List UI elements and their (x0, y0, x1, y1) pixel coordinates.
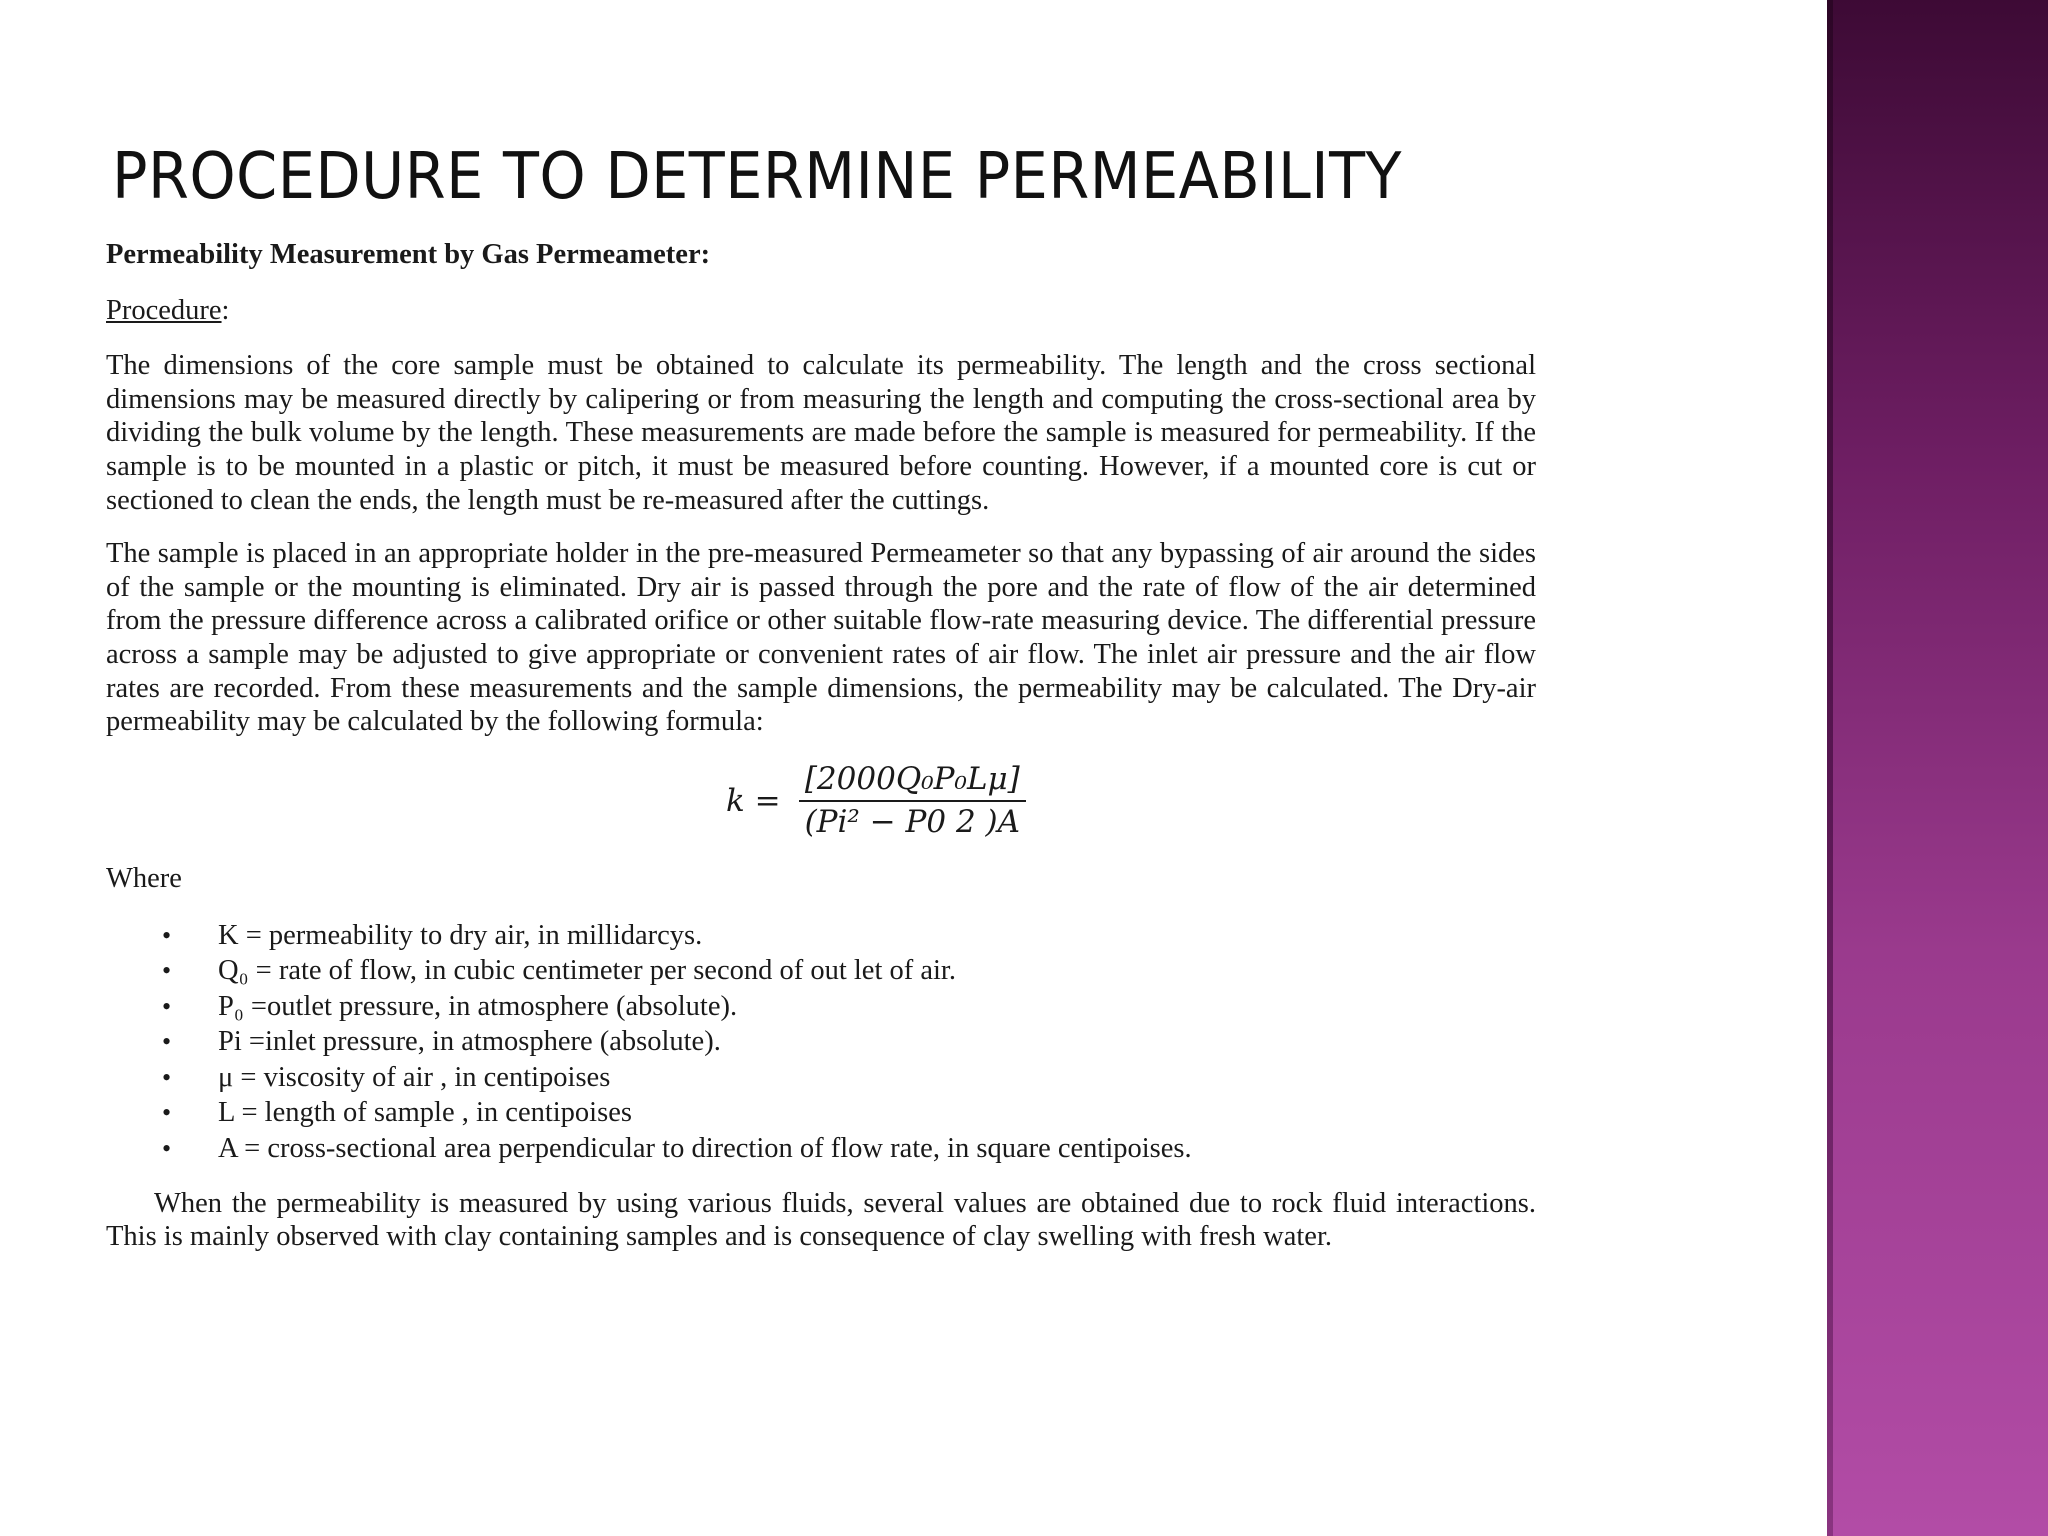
definitions-list (106, 918, 1536, 1167)
definition-text: Pi =inlet pressure, in atmosphere (absolute). (218, 1026, 721, 1058)
definition-item (106, 1024, 1536, 1060)
paragraph-closing: When the permeability is measured by using various fluids, several values are obtained due to rock fluid interactions. This is mainly observed with clay containing samples and is consequence of clay swelling with fresh water. (106, 1187, 1536, 1253)
document-image-content (106, 238, 1536, 1274)
slide-title: PROCEDURE TO DETERMINE PERMEABILITY (112, 140, 1402, 214)
where-label: Where (106, 862, 182, 894)
definition-text: μ = viscosity of air , in centipoises (218, 1061, 611, 1093)
definition-item (106, 1060, 1536, 1096)
bullet-icon: • (162, 956, 172, 986)
decorative-side-band (1827, 0, 2048, 1536)
bullet-icon: • (162, 920, 172, 950)
definition-item (106, 953, 1536, 989)
section-heading: Permeability Measurement by Gas Permeameter: (106, 239, 711, 270)
definition-item (106, 989, 1536, 1025)
formula-fraction (799, 760, 1026, 841)
paragraph-dimensions: The dimensions of the core sample must be obtained to calculate its permeability. The length and the cross sectional dimensions may be measured directly by calipering or from measuring the length and computing the cross-sectional area by dividing the bulk volume by the length. These measurements are made before the sample is measured for permeability. If the sample is to be mounted in a plastic or pitch, it must be measured before counting. However, if a mounted core is cut or sectioned to clean the ends, the length must be re-measured after the cuttings. (106, 350, 1536, 516)
definition-item (106, 1131, 1536, 1167)
definition-text: K = permeability to dry air, in millidarcys. (218, 919, 703, 951)
definition-item (106, 918, 1536, 954)
formula-denominator: (Pi² − P0 2 )A (804, 804, 1021, 841)
procedure-colon: : (221, 294, 230, 326)
definition-text: A = cross-sectional area perpendicular to direction of flow rate, in square centipoises. (218, 1133, 1192, 1165)
formula-numerator: [2000Q₀P₀Lμ] (799, 763, 1026, 803)
definition-text: P₀ =outlet pressure, in atmosphere (absolute). (218, 990, 738, 1022)
procedure-subheading (106, 294, 1536, 328)
definition-text: L = length of sample , in centipoises (218, 1097, 632, 1129)
bullet-icon: • (162, 991, 172, 1021)
bullet-icon: • (162, 1062, 172, 1092)
permeability-formula (216, 760, 1536, 841)
formula-lhs: k = (725, 782, 781, 819)
paragraph-procedure: The sample is placed in an appropriate holder in the pre-measured Permeameter so that any bypassing of air around the sides of the sample or the mounting is eliminated. Dry air is passed through the pore and the rate of flow of the air determined from the pressure difference across a calibrated orifice or other suitable flow-rate measuring device. The differential pressure across a sample may be adjusted to give appropriate or convenient rates of air flow. The inlet air pressure and the air flow rates are recorded. From these measurements and the sample dimensions, the permeability may be calculated. The Dry-air permeability may be calculated by the following formula: (106, 538, 1536, 738)
bullet-icon: • (162, 1027, 172, 1057)
definition-item (106, 1095, 1536, 1131)
procedure-label: Procedure (106, 294, 222, 326)
bullet-icon: • (162, 1134, 172, 1164)
bullet-icon: • (162, 1098, 172, 1128)
definition-text: Q₀ = rate of flow, in cubic centimeter per second of out let of air. (218, 955, 956, 987)
